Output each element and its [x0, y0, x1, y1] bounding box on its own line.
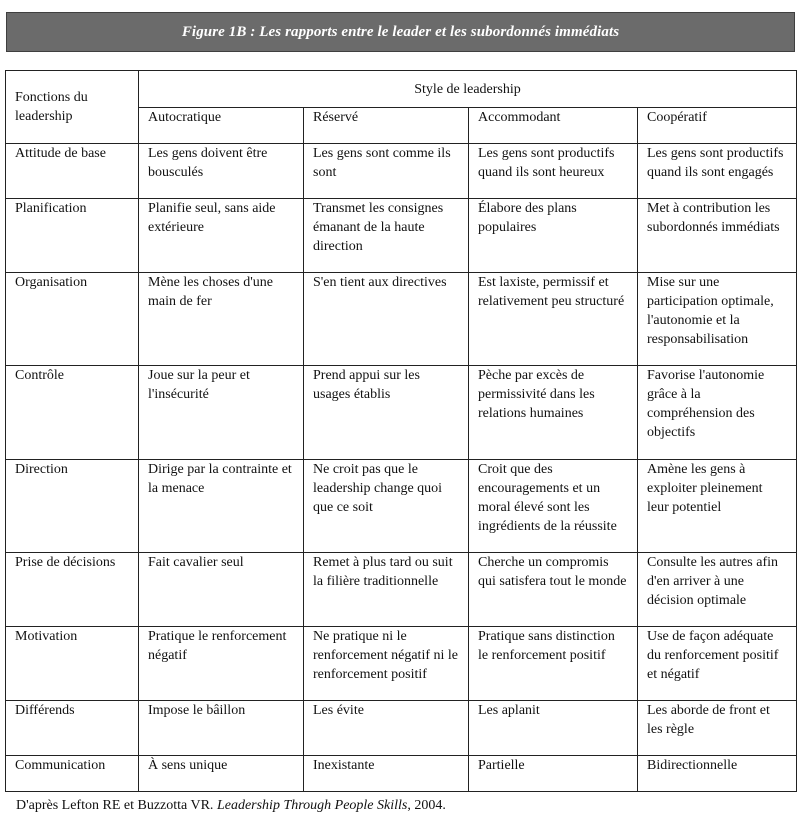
table-cell: Est laxiste, permissif et relativement peu structuré [469, 273, 638, 366]
source-citation [16, 797, 446, 815]
table-cell: Élabore des plans populaires [469, 199, 638, 273]
table-row [6, 756, 797, 792]
table-cell: Dirige par la contrainte et la menace [139, 460, 304, 553]
table-row [6, 144, 797, 199]
figure-title-banner [6, 12, 795, 52]
table-cell: Remet à plus tard ou suit la filière traditionnelle [304, 553, 469, 627]
citation-authors: D'après Lefton RE et Buzzotta VR. [16, 798, 217, 813]
table-cell: Partielle [469, 756, 638, 792]
table-cell: Prend appui sur les usages établis [304, 366, 469, 460]
column-header: Coopératif [638, 108, 797, 144]
row-function: Contrôle [6, 366, 139, 460]
table-cell: Mène les choses d'une main de fer [139, 273, 304, 366]
table-cell: Bidirectionnelle [638, 756, 797, 792]
table-cell: Met à contribution les subordonnés immédiats [638, 199, 797, 273]
row-function: Différends [6, 701, 139, 756]
figure-title: Figure 1B : Les rapports entre le leader et les subordonnés immédiats [181, 23, 620, 40]
table-cell: Les évite [304, 701, 469, 756]
table-row [6, 199, 797, 273]
citation-year: , 2004. [407, 798, 446, 813]
table-cell: Transmet les consignes émanant de la haute direction [304, 199, 469, 273]
table-cell: Favorise l'autonomie grâce à la compréhension des objectifs [638, 366, 797, 460]
table-cell: À sens unique [139, 756, 304, 792]
table-row [6, 553, 797, 627]
table-cell: Les gens sont productifs quand ils sont engagés [638, 144, 797, 199]
row-function: Attitude de base [6, 144, 139, 199]
table-cell: Les gens sont productifs quand ils sont heureux [469, 144, 638, 199]
table-cell: S'en tient aux directives [304, 273, 469, 366]
citation-book-title: Leadership Through People Skills [216, 798, 408, 813]
table-cell: Pratique sans distinction le renforcement positif [469, 627, 638, 701]
column-header: Réservé [304, 108, 469, 144]
table-cell: Cherche un compromis qui satisfera tout le monde [469, 553, 638, 627]
table-cell: Croit que des encouragements et un moral élevé sont les ingrédients de la réussite [469, 460, 638, 553]
table-row [6, 627, 797, 701]
row-function: Organisation [6, 273, 139, 366]
table-row [6, 273, 797, 366]
table-cell: Les aplanit [469, 701, 638, 756]
table-cell: Use de façon adéquate du renforcement positif et négatif [638, 627, 797, 701]
table-cell: Planifie seul, sans aide extérieure [139, 199, 304, 273]
table-row [6, 701, 797, 756]
row-function: Planification [6, 199, 139, 273]
corner-header: Fonctions du leadership [6, 71, 139, 144]
table-header-row [6, 71, 797, 108]
table-cell: Mise sur une participation optimale, l'autonomie et la responsabilisation [638, 273, 797, 366]
table-cell: Consulte les autres afin d'en arriver à une décision optimale [638, 553, 797, 627]
table-cell: Inexistante [304, 756, 469, 792]
table-cell: Fait cavalier seul [139, 553, 304, 627]
column-header: Autocratique [139, 108, 304, 144]
table-cell: Pèche par excès de permissivité dans les relations humaines [469, 366, 638, 460]
table-cell: Joue sur la peur et l'insécurité [139, 366, 304, 460]
row-function: Direction [6, 460, 139, 553]
table-cell: Impose le bâillon [139, 701, 304, 756]
table-cell: Les gens sont comme ils sont [304, 144, 469, 199]
table-row [6, 366, 797, 460]
leadership-table [5, 70, 797, 792]
table-cell: Ne pratique ni le renforcement négatif ni le renforcement positif [304, 627, 469, 701]
row-function: Communication [6, 756, 139, 792]
table-row [6, 460, 797, 553]
row-function: Prise de décisions [6, 553, 139, 627]
group-header: Style de leadership [139, 71, 797, 108]
row-function: Motivation [6, 627, 139, 701]
table-cell: Amène les gens à exploiter pleinement leur potentiel [638, 460, 797, 553]
table-cell: Ne croit pas que le leadership change quoi que ce soit [304, 460, 469, 553]
column-header: Accommodant [469, 108, 638, 144]
table-cell: Les aborde de front et les règle [638, 701, 797, 756]
table-cell: Les gens doivent être bousculés [139, 144, 304, 199]
table-cell: Pratique le renforcement négatif [139, 627, 304, 701]
